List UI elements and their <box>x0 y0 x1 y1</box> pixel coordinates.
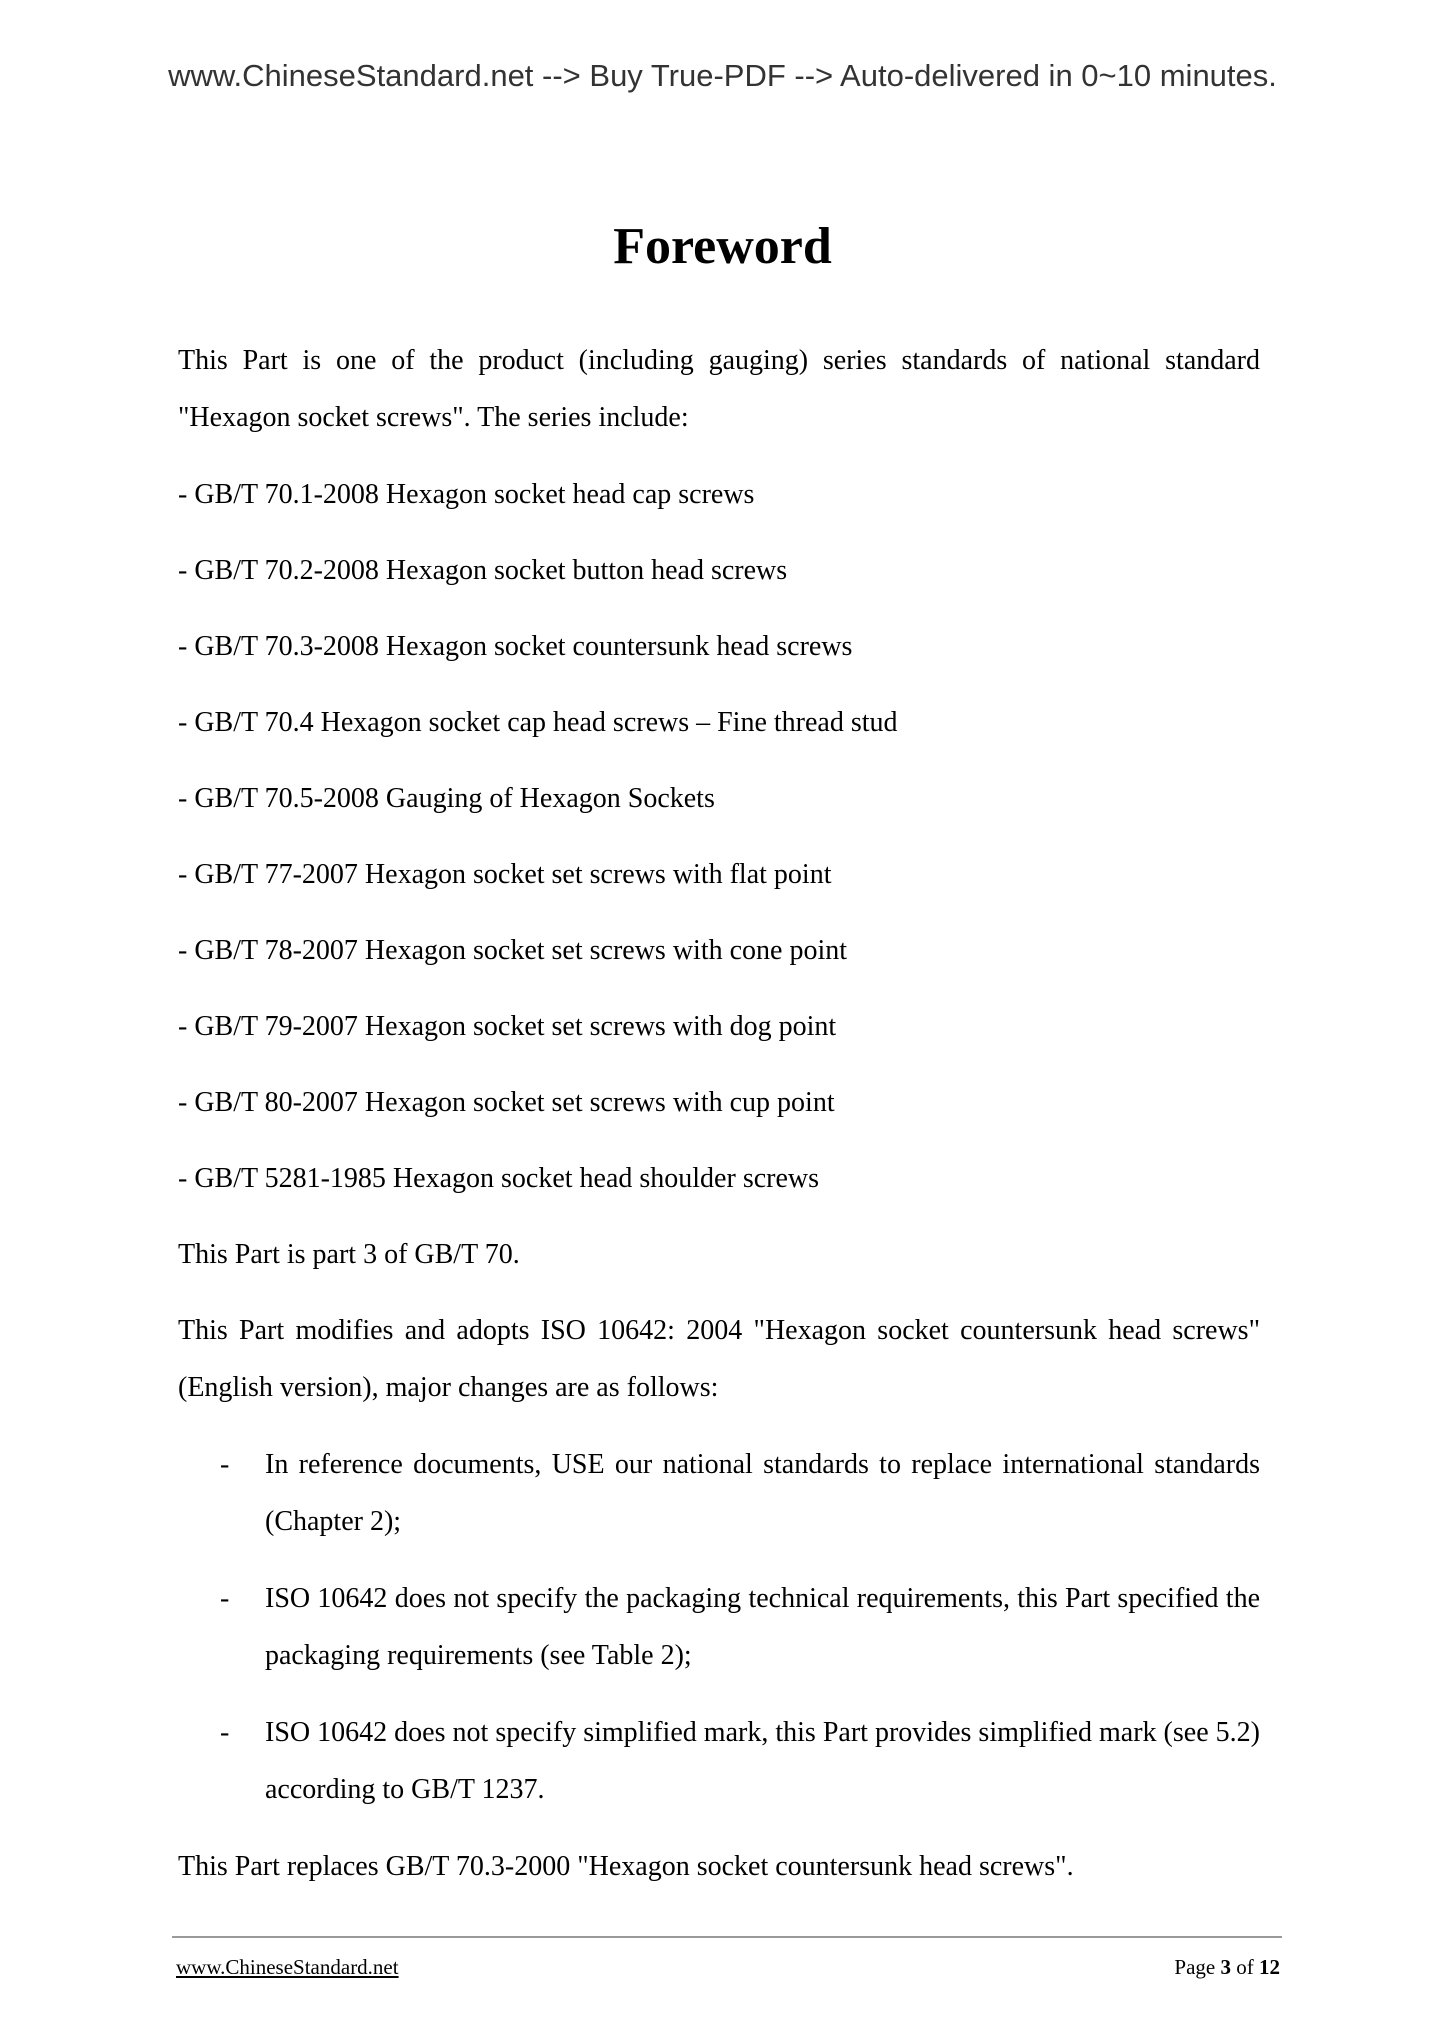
series-item: - GB/T 5281-1985 Hexagon socket head shoulder screws <box>178 1163 820 1194</box>
bullet-dash: - <box>220 1717 230 1748</box>
intro-paragraph: This Part is one of the product (including gauging) series standards of national standard "Hexagon socket screws". The series include: <box>178 345 1260 433</box>
change-item <box>178 1436 1260 1550</box>
page-label: Page <box>1174 1955 1216 1979</box>
series-item: - GB/T 70.2-2008 Hexagon socket button head screws <box>178 555 788 586</box>
part-statement: This Part is part 3 of GB/T 70. <box>178 1239 520 1270</box>
change-item <box>178 1570 1260 1684</box>
footer-site-link[interactable]: www.ChineseStandard.net <box>176 1955 399 1979</box>
bullet-dash: - <box>220 1449 230 1480</box>
page-current: 3 <box>1220 1955 1231 1979</box>
series-item: - GB/T 80-2007 Hexagon socket set screws with cup point <box>178 1087 835 1118</box>
change-item <box>178 1704 1260 1818</box>
series-item: - GB/T 70.1-2008 Hexagon socket head cap screws <box>178 479 755 510</box>
series-item: - GB/T 77-2007 Hexagon socket set screws with flat point <box>178 859 832 890</box>
series-item: - GB/T 70.5-2008 Gauging of Hexagon Sockets <box>178 783 715 814</box>
page-of-label: of <box>1236 1955 1254 1979</box>
footer-divider <box>172 1936 1282 1938</box>
change-text: ISO 10642 does not specify simplified mark, this Part provides simplified mark (see 5.2) according to GB/T 1237. <box>265 1717 1260 1805</box>
replaces-statement: This Part replaces GB/T 70.3-2000 "Hexagon socket countersunk head screws". <box>178 1851 1074 1882</box>
change-text: In reference documents, USE our national standards to replace international standards (Chapter 2); <box>265 1449 1260 1537</box>
series-item: - GB/T 70.4 Hexagon socket cap head screws – Fine thread stud <box>178 707 898 738</box>
bullet-dash: - <box>220 1583 230 1614</box>
change-text: ISO 10642 does not specify the packaging technical requirements, this Part specified the packaging requirements (see Table 2); <box>265 1583 1260 1671</box>
modifies-paragraph: This Part modifies and adopts ISO 10642: 2004 "Hexagon socket countersunk head screws" (English version), major changes are as follows: <box>178 1315 1260 1403</box>
top-banner: www.ChineseStandard.net --> Buy True-PDF --> Auto-delivered in 0~10 minutes. <box>168 58 1277 93</box>
series-item: - GB/T 70.3-2008 Hexagon socket countersunk head screws <box>178 631 853 662</box>
page-indicator <box>1174 1955 1280 1980</box>
page-title: Foreword <box>613 218 832 275</box>
series-item: - GB/T 79-2007 Hexagon socket set screws with dog point <box>178 1011 837 1042</box>
page-total: 12 <box>1259 1955 1280 1979</box>
series-item: - GB/T 78-2007 Hexagon socket set screws with cone point <box>178 935 848 966</box>
